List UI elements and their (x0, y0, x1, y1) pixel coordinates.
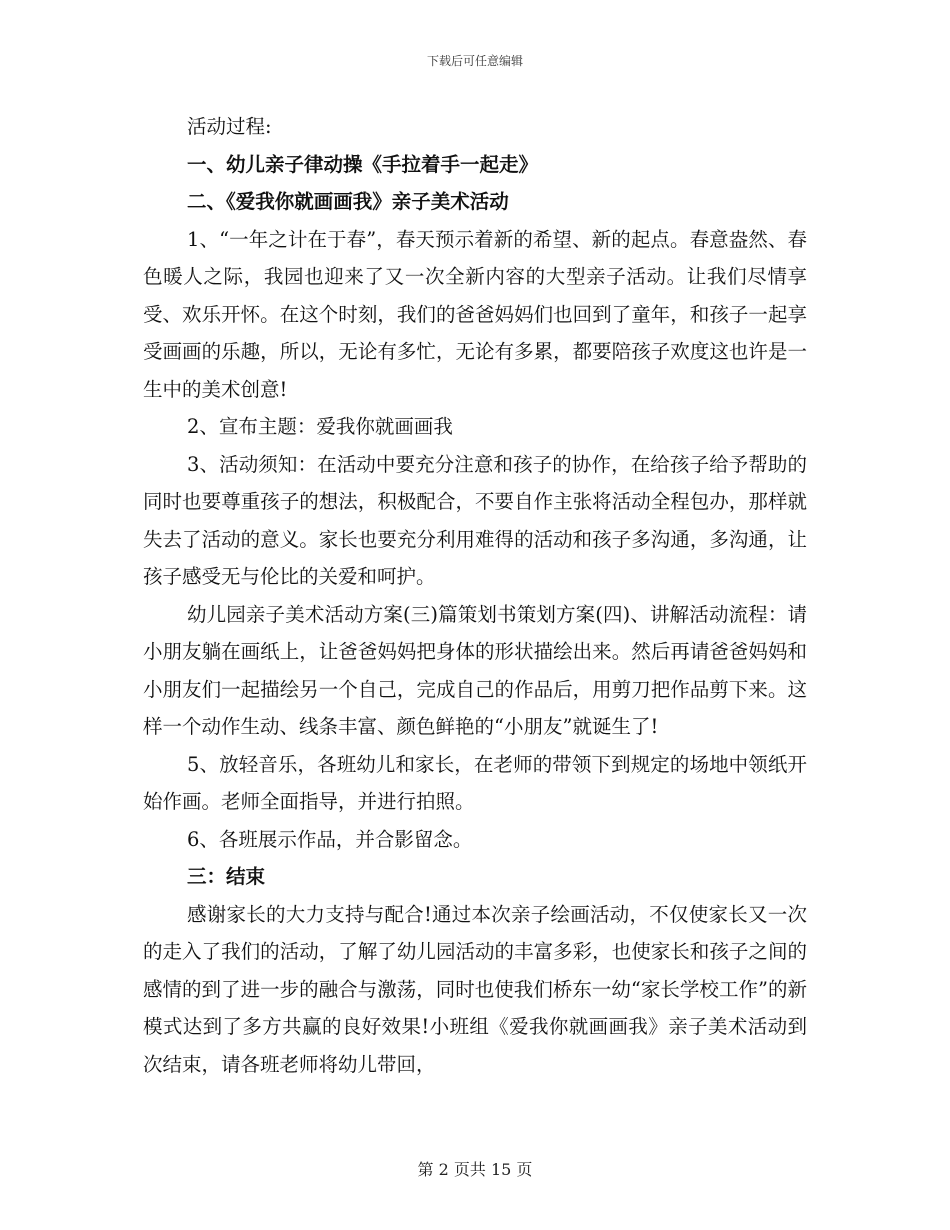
heading-1: 一、幼儿亲子律动操《手拉着手一起走》 (187, 152, 539, 176)
paragraph-1: 1、“一年之计在于春”，春天预示着新的希望、新的起点。春意盎然、春色暖人之际，我园也迎来了又一次全新内容的大型亲子活动。让我们尽情享受、欢乐开怀。在这个时刻，我们的爸爸妈妈们也回到了童年，和孩子一起享受画画的乐趣，所以，无论有多忙，无论有多累，都要陪孩子欢度这也许是一生中的美术创意! (143, 227, 807, 401)
paragraph-6: 6、各班展示作品，并合影留念。 (187, 827, 473, 851)
paragraph-2: 2、宣布主题：爱我你就画画我 (187, 415, 453, 438)
heading-2: 二、《爱我你就画画我》亲子美术活动 (187, 190, 509, 213)
page-header: 下载后可任意编辑 (426, 54, 523, 68)
section-label: 活动过程: (187, 115, 272, 138)
paragraph-7: 感谢家长的大力支持与配合!通过本次亲子绘画活动，不仅使家长又一次的走入了我们的活动，了解了幼儿园活动的丰富多彩，也使家长和孩子之间的感情的到了进一步的融合与激荡，同时也使我们桥东一幼“家长学校工作”的新模式达到了多方共赢的良好效果!小班组《爱我你就画画我》亲子美术活动到次结束，请各班老师将幼儿带回， (143, 902, 807, 1076)
heading-3: 三：结束 (187, 865, 266, 888)
paragraph-3: 3、活动须知：在活动中要充分注意和孩子的协作，在给孩子给予帮助的同时也要尊重孩子的想法，积极配合，不要自作主张将活动全程包办，那样就失去了活动的意义。家长也要充分利用难得的活动和孩子多沟通，多沟通，让孩子感受无与伦比的关爱和呵护。 (143, 452, 807, 588)
paragraph-5: 5、放轻音乐，各班幼儿和家长，在老师的带领下到规定的场地中领纸开始作画。老师全面指导，并进行拍照。 (143, 752, 807, 813)
page-footer: 第 2 页共 15 页 (417, 1160, 533, 1179)
document-body (143, 108, 807, 1083)
paragraph-4: 幼儿园亲子美术活动方案(三)篇策划书策划方案(四)、讲解活动流程：请小朋友躺在画纸上，让爸爸妈妈把身体的形状描绘出来。然后再请爸爸妈妈和小朋友们一起描绘另一个自己，完成自己的作品后，用剪刀把作品剪下来。这样一个动作生动、线条丰富、颜色鲜艳的“小朋友”就诞生了! (143, 602, 807, 738)
